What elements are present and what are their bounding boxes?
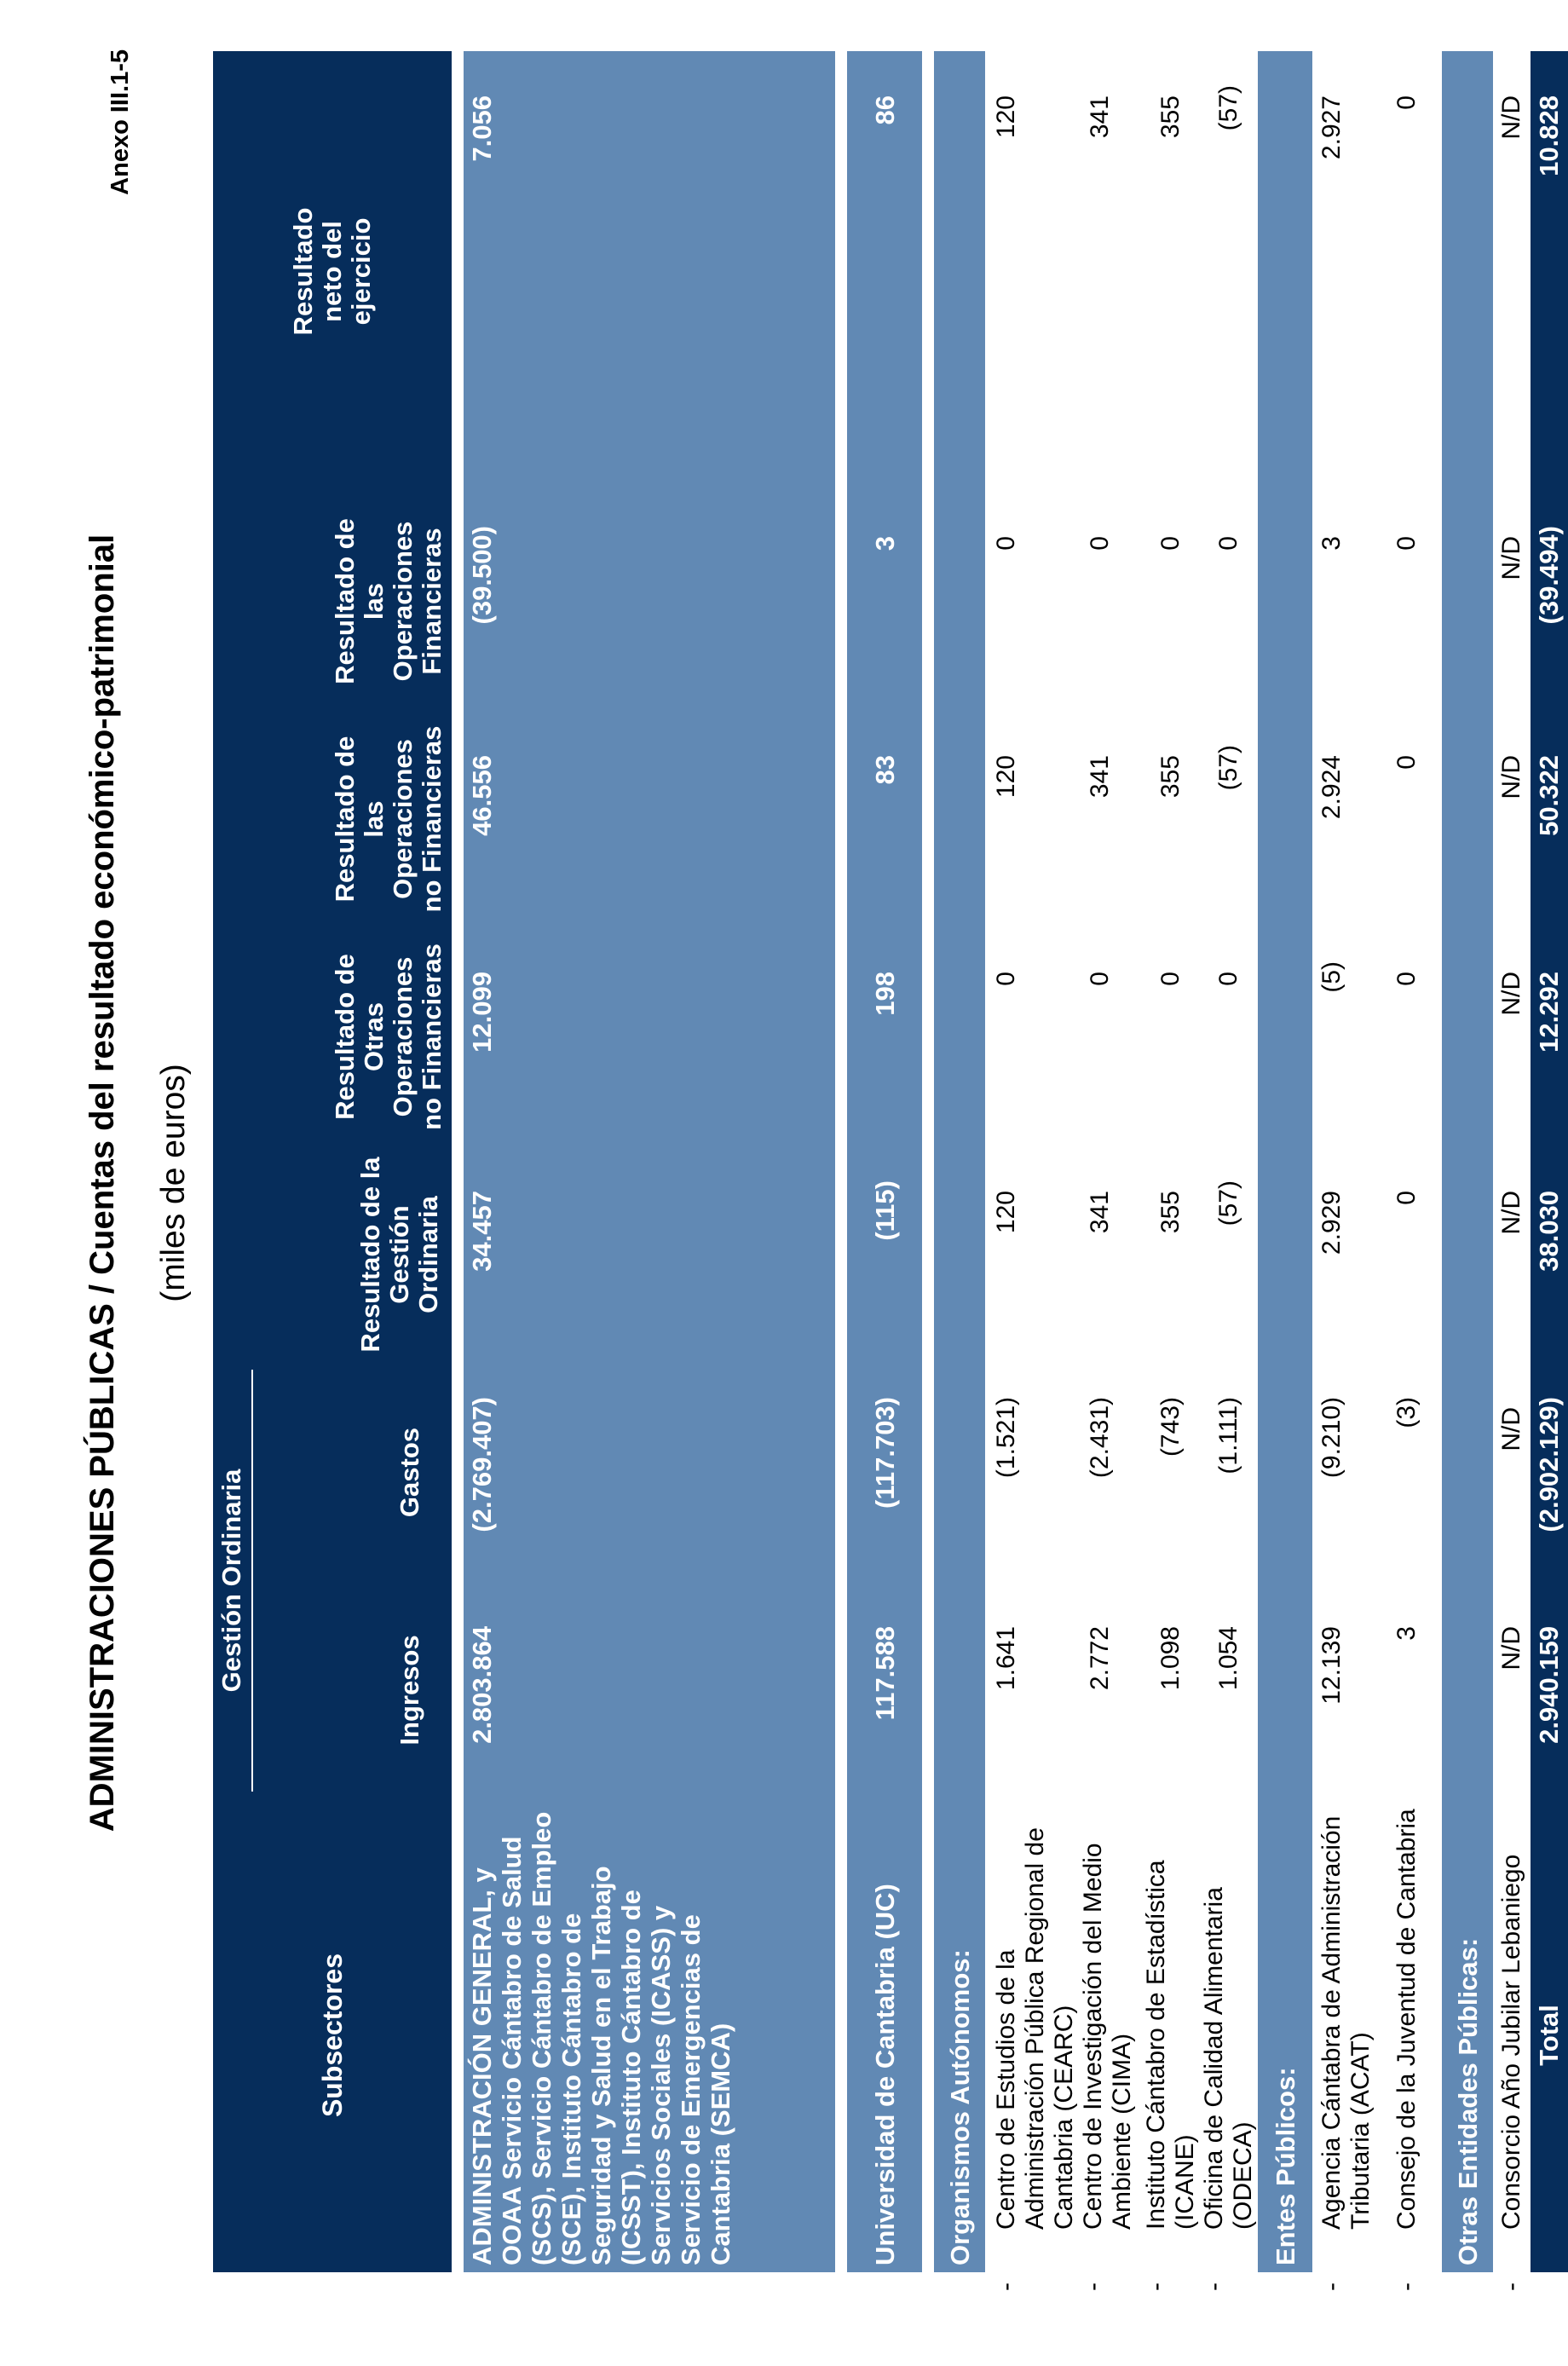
cell-resultado-gestion: 34.457 [464,1146,835,1363]
cell-resultado-otras: (5) [1312,927,1389,1146]
table-row-icane [1142,51,1200,2272]
table-row-acat [1312,51,1389,2272]
header-gestion-ordinaria: Gestión Ordinaria [213,1363,254,1798]
cell-resultado-neto: 86 [847,51,922,492]
cell-resultado-no-financieras: 355 [1142,711,1200,927]
header-resultado-gestion: Resultado de la Gestión Ordinaria [213,1146,452,1363]
cell-resultado-neto: 10.828 [1531,51,1568,492]
cell-resultado-otras: 12.099 [464,927,835,1146]
cell-resultado-gestion: 0 [1389,1146,1425,1363]
cell-resultado-financieras: 3 [1312,492,1389,711]
cell-resultado-no-financieras: 83 [847,711,922,927]
header-gastos: Gastos [254,1363,452,1582]
cell-resultado-no-financieras: 2.924 [1312,711,1389,927]
table-row-universidad [847,51,922,2272]
table-row-cearc [985,51,1079,2272]
cell-resultado-otras: 0 [1200,927,1258,1146]
section-otras-entidades [1442,51,1493,2272]
annex-label: Anexo III.1-5 [107,49,134,195]
table-row-cjc [1389,51,1425,2272]
section-label: Organismos Autónomos: [934,1798,985,2272]
cell-gastos: (3) [1389,1363,1425,1582]
cell-resultado-otras: 0 [1389,927,1425,1146]
cell-resultado-no-financieras: 120 [985,711,1079,927]
table-row-admin-general [464,51,835,2272]
cell-gastos: (2.431) [1079,1363,1142,1582]
row-label: -Consejo de la Juventud de Cantabria [1389,1798,1425,2272]
row-label: ADMINISTRACIÓN GENERAL, y OOAA Servicio Cántabro de Salud (SCS), Servicio Cántabro de Empleo (SCE), Instituto Cántabro de Seguridad y Salud en el Trabajo (ICSST), Instituto Cántabro de Servicios Sociales (ICASS) y Servicio de Emergencias de Cantabria (SEMCA) [464,1798,835,2272]
cell-resultado-neto: 0 [1389,51,1425,492]
cell-resultado-no-financieras: 0 [1389,711,1425,927]
section-entes-publicos [1258,51,1312,2272]
cell-resultado-gestion: (57) [1200,1146,1258,1363]
table-row-total [1531,51,1568,2272]
page-title: ADMINISTRACIONES PÚBLICAS / Cuentas del resultado económico-patrimonial [84,534,121,1832]
cell-ingresos: 12.139 [1312,1582,1389,1798]
cell-ingresos: 117.588 [847,1582,922,1798]
cell-resultado-financieras: 0 [1200,492,1258,711]
cell-resultado-gestion: 120 [985,1146,1079,1363]
row-label: -Centro de Investigación del Medio Ambiente (CIMA) [1079,1798,1142,2272]
cell-resultado-neto: 7.056 [464,51,835,492]
cell-resultado-neto: (57) [1200,51,1258,492]
cell-gastos: (2.902.129) [1531,1363,1568,1582]
cell-gastos: (9.210) [1312,1363,1389,1582]
header-resultado-no-financieras: Resultado de las Operaciones no Financieras [213,711,452,927]
row-label: -Centro de Estudios de la Administración Pública Regional de Cantabria (CEARC) [985,1798,1079,2272]
cell-resultado-neto: 120 [985,51,1079,492]
cell-ingresos: 3 [1389,1582,1425,1798]
table-row-cima [1079,51,1142,2272]
cell-gastos: (1.521) [985,1363,1079,1582]
cell-resultado-no-financieras: (57) [1200,711,1258,927]
cell-resultado-financieras: (39.494) [1531,492,1568,711]
cell-resultado-gestion: 355 [1142,1146,1200,1363]
cell-resultado-no-financieras: 46.556 [464,711,835,927]
cell-resultado-otras: 0 [1079,927,1142,1146]
cell-resultado-no-financieras: 50.322 [1531,711,1568,927]
cell-resultado-neto: 341 [1079,51,1142,492]
section-label: Entes Públicos: [1258,1798,1312,2272]
cell-gastos: (1.111) [1200,1363,1258,1582]
table-row-consorcio [1493,51,1531,2272]
cell-ingresos: 2.940.159 [1531,1582,1568,1798]
cell-resultado-financieras: 0 [1142,492,1200,711]
header-resultado-financieras: Resultado de las Operaciones Financieras [213,492,452,711]
table-row-odeca [1200,51,1258,2272]
row-label: -Consorcio Año Jubilar Lebaniego [1493,1798,1531,2272]
cell-resultado-otras: 0 [1142,927,1200,1146]
cell-resultado-no-financieras: N/D [1493,711,1531,927]
results-table [213,51,1568,2291]
cell-gastos: (743) [1142,1363,1200,1582]
cell-resultado-financieras: 3 [847,492,922,711]
cell-resultado-gestion: (115) [847,1146,922,1363]
header-subsectores: Subsectores [213,1798,452,2272]
cell-resultado-neto: 355 [1142,51,1200,492]
section-organismos-autonomos [934,51,985,2272]
row-label: -Oficina de Calidad Alimentaria (ODECA) [1200,1798,1258,2272]
cell-ingresos: 1.098 [1142,1582,1200,1798]
cell-resultado-gestion: N/D [1493,1146,1531,1363]
row-label: -Agencia Cántabra de Administración Tributaria (ACAT) [1312,1798,1389,2272]
cell-resultado-otras: 198 [847,927,922,1146]
cell-gastos: (2.769.407) [464,1363,835,1582]
cell-resultado-financieras: 0 [1389,492,1425,711]
cell-resultado-gestion: 341 [1079,1146,1142,1363]
cell-ingresos: N/D [1493,1582,1531,1798]
cell-resultado-gestion: 38.030 [1531,1146,1568,1363]
cell-ingresos: 2.772 [1079,1582,1142,1798]
page-subtitle: (miles de euros) [155,1064,192,1302]
cell-resultado-otras: N/D [1493,927,1531,1146]
row-label: Universidad de Cantabria (UC) [847,1798,922,2272]
cell-gastos: N/D [1493,1363,1531,1582]
header-resultado-otras: Resultado de Otras Operaciones no Financieras [213,927,452,1146]
section-label: Otras Entidades Públicas: [1442,1798,1493,2272]
cell-resultado-otras: 12.292 [1531,927,1568,1146]
cell-resultado-financieras: 0 [1079,492,1142,711]
cell-resultado-no-financieras: 341 [1079,711,1142,927]
cell-gastos: (117.703) [847,1363,922,1582]
cell-resultado-neto: N/D [1493,51,1531,492]
cell-resultado-neto: 2.927 [1312,51,1389,492]
cell-resultado-gestion: 2.929 [1312,1146,1389,1363]
cell-resultado-otras: 0 [985,927,1079,1146]
cell-resultado-financieras: 0 [985,492,1079,711]
row-label: -Instituto Cántabro de Estadística (ICANE) [1142,1798,1200,2272]
cell-ingresos: 1.641 [985,1582,1079,1798]
header-ingresos: Ingresos [254,1582,452,1798]
cell-resultado-financieras: (39.500) [464,492,835,711]
cell-ingresos: 2.803.864 [464,1582,835,1798]
cell-resultado-financieras: N/D [1493,492,1531,711]
cell-ingresos: 1.054 [1200,1582,1258,1798]
header-resultado-neto: Resultado neto del ejercicio [213,51,452,492]
row-label: Total [1531,1798,1568,2272]
